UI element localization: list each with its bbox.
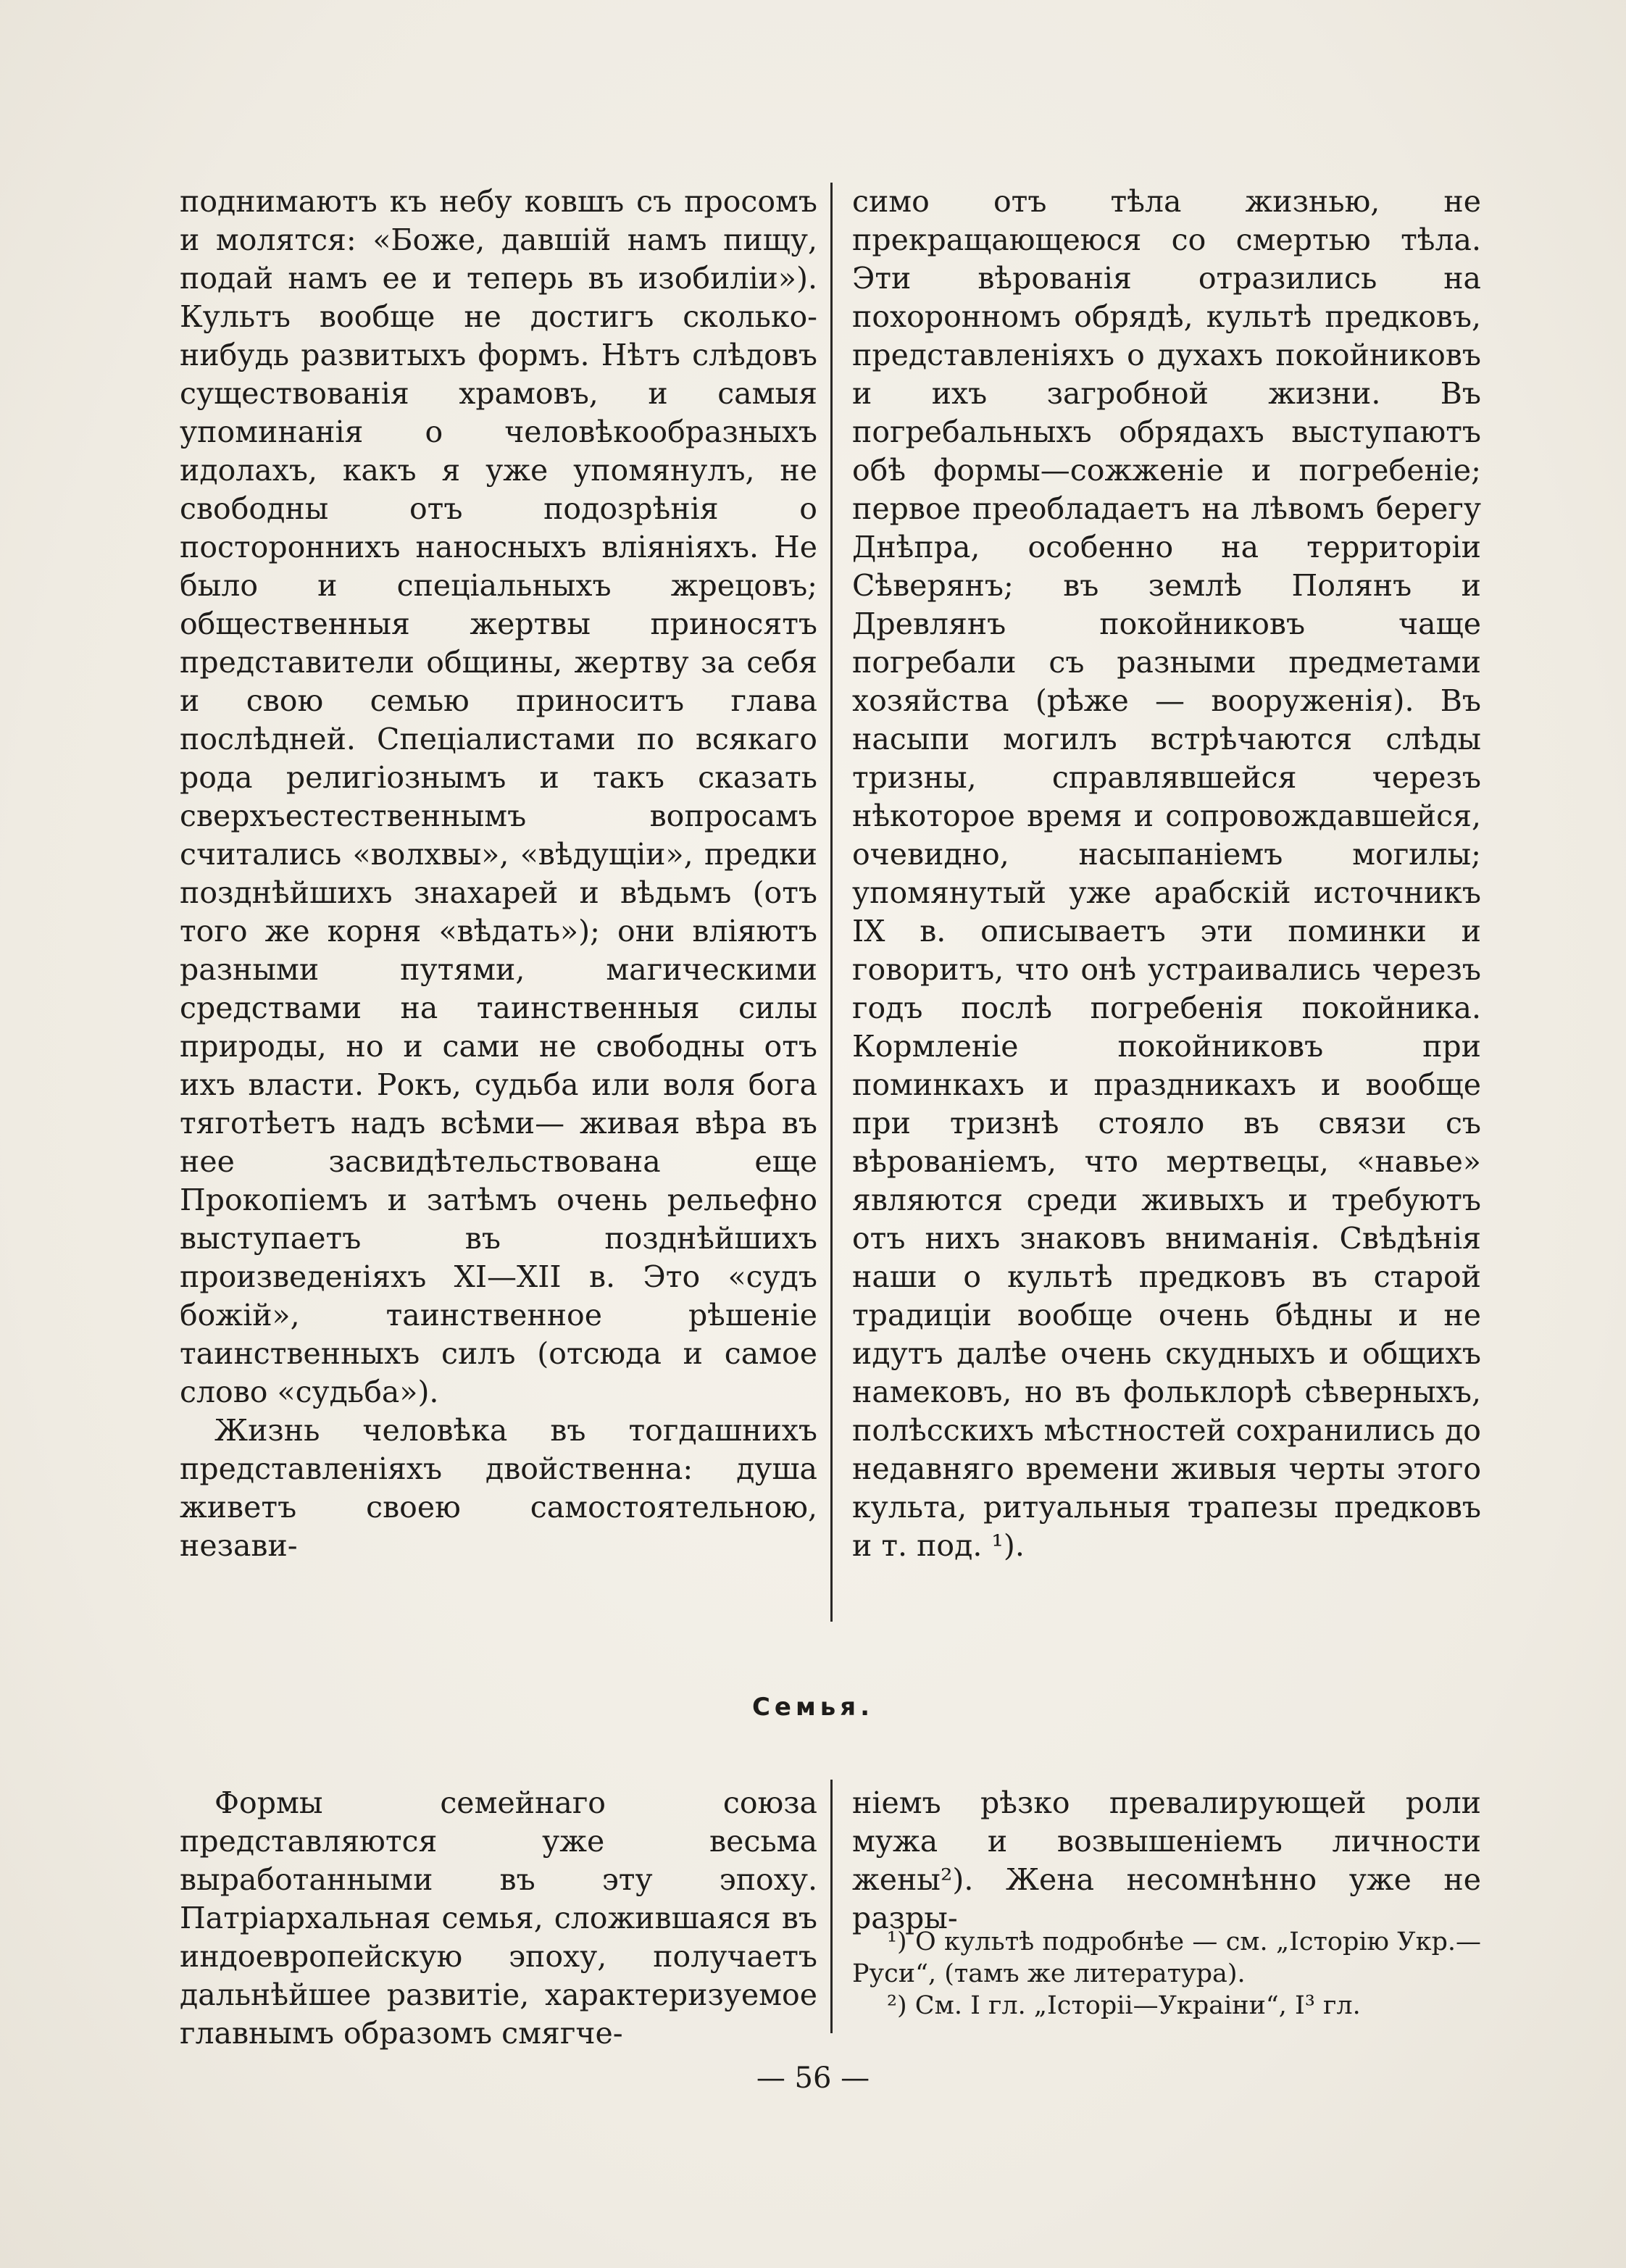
footnote: ¹) О культѣ подробнѣе — см. „Історію Укр.—Руси“, (тамъ же литература). — [852, 1927, 1481, 1988]
footnote: ²) См. І гл. „Історіі—Украіни“, І³ гл. — [887, 1991, 1361, 2020]
body-paragraph: Жизнь человѣка въ тогдашнихъ представленіяхъ двойственна: душа живетъ своею самостоятельною, незави- — [180, 1413, 817, 1563]
page-number: — 56 — — [756, 2061, 870, 2095]
footnotes — [852, 1926, 1481, 2022]
body-paragraph: поднимаютъ къ небу ковшъ съ просомъ и молятся: «Боже, давшій намъ пищу, подай намъ ее и теперь въ изобиліи»). Культъ вообще не достигъ сколько-нибудь развитыхъ формъ. Нѣтъ слѣдовъ существованія храмовъ, и самыя упоминанія о человѣкообразныхъ идолахъ, какъ я уже упомянулъ, не свободны отъ подозрѣнія о постороннихъ наносныхъ вліяніяхъ. Не было и спеціальныхъ жрецовъ; общественныя жертвы приносятъ представители общины, жертву за себя и свою семью приноситъ глава послѣдней. Спеціалистами по всякаго рода религіознымъ и такъ сказать сверхъестественнымъ вопросамъ считались «волхвы», «вѣдущіи», предки позднѣйшихъ знахарей и вѣдьмъ (отъ того же корня «вѣдать»); они вліяютъ разными путями, магическими средствами на таинственныя силы природы, но и сами не свободны отъ ихъ власти. Рокъ, судьба или воля бога тяготѣетъ надъ всѣми— живая вѣра въ нее засвидѣтельствована еще Прокопіемъ и затѣмъ очень рельефно выступаетъ въ позднѣйшихъ произведеніяхъ XI—XII в. Это «судъ божій», таинственное рѣшеніе таинственныхъ силъ (отсюда и самое слово «судьба»). — [180, 184, 817, 1409]
bottom-left-column — [180, 1784, 817, 2053]
section-heading: Семья. — [751, 1693, 875, 1722]
top-left-column — [180, 183, 817, 1565]
column-divider — [830, 183, 833, 1622]
body-paragraph: симо отъ тѣла жизнью, не прекращающеюся со смертью тѣла. Эти вѣрованія отразились на похоронномъ обрядѣ, культѣ предковъ, представленіяхъ о духахъ покойниковъ и ихъ загробной жизни. Въ погребальныхъ обрядахъ выступаютъ обѣ формы—сожженіе и погребеніе; первое преобладаетъ на лѣвомъ берегу Днѣпра, особенно на территоріи Сѣверянъ; въ землѣ Полянъ и Древлянъ покойниковъ чаще погребали съ разными предметами хозяйства (рѣже — вооруженія). Въ насыпи могилъ встрѣчаются слѣды тризны, справлявшейся черезъ нѣкоторое время и сопровождавшейся, очевидно, насыпаніемъ могилы; упомянутый уже арабскій источникъ IX в. описываетъ эти поминки и говоритъ, что онѣ устраивались черезъ годъ послѣ погребенія покойника. Кормленіе покойниковъ при поминкахъ и праздникахъ и вообще при тризнѣ стояло въ связи съ вѣрованіемъ, что мертвецы, «навье» являются среди живыхъ и требуютъ отъ нихъ знаковъ вниманія. Свѣдѣнія наши о культѣ предковъ въ старой традиціи вообще очень бѣдны и не идутъ далѣе очень скудныхъ и общихъ намековъ, но въ фольклорѣ сѣверныхъ, полѣсскихъ мѣстностей сохранились до недавняго времени живыя черты этого культа, ритуальныя трапезы предковъ и т. под. ¹). — [852, 184, 1481, 1563]
top-right-column — [852, 183, 1481, 1565]
bottom-right-column — [852, 1784, 1481, 1938]
body-paragraph: Формы семейнаго союза представляются уже весьма выработанными въ эту эпоху. Патріархальная семья, сложившаяся въ индоевропейскую эпоху, получаетъ дальнѣйшее развитіе, характеризуемое главнымъ образомъ смягче- — [180, 1785, 817, 2051]
column-divider — [830, 1780, 833, 2033]
body-paragraph: ніемъ рѣзко превалирующей роли мужа и возвышеніемъ личности жены²). Жена несомнѣнно уже не разры- — [852, 1785, 1481, 1935]
